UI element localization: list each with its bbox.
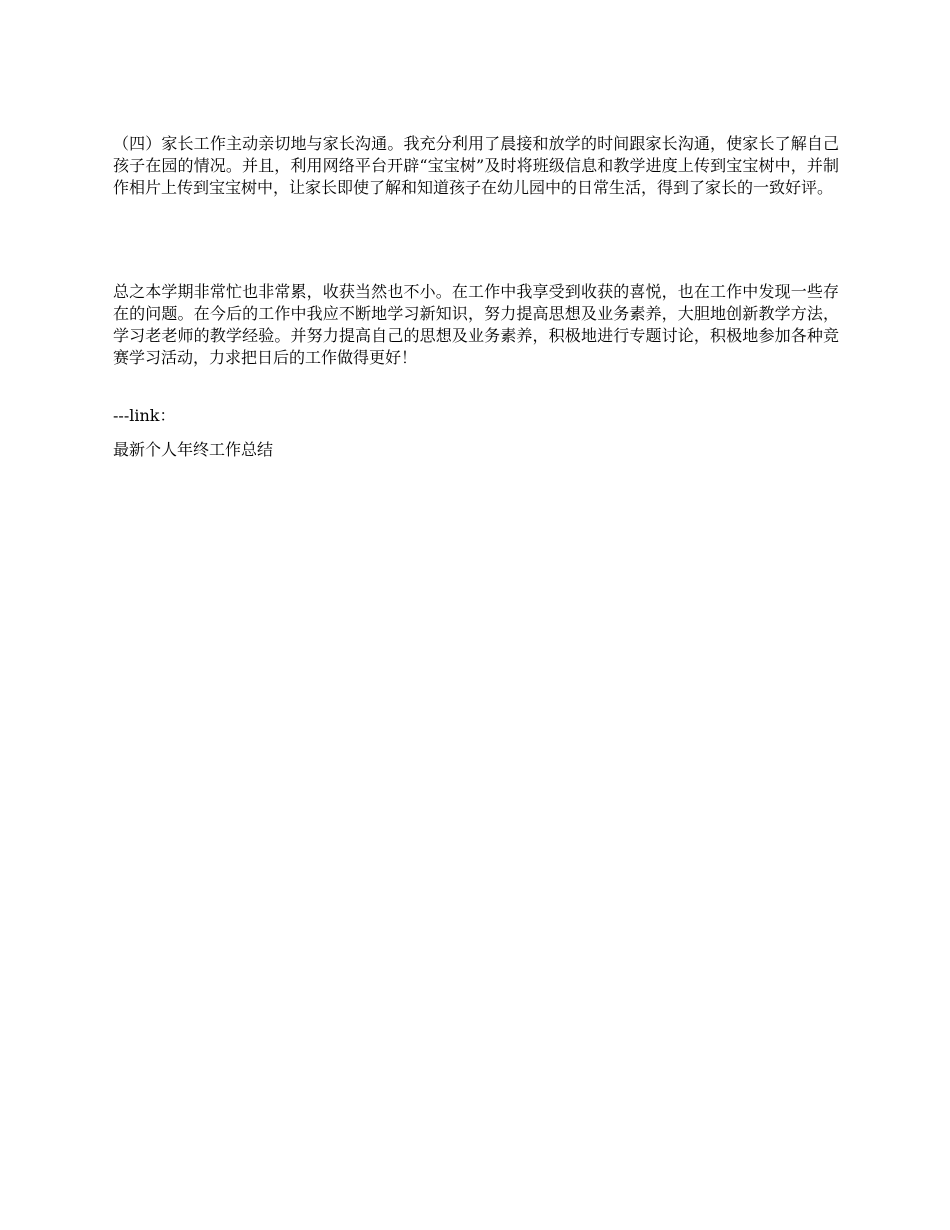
paragraph-summary: 总之本学期非常忙也非常累，收获当然也不小。在工作中我享受到收获的喜悦，也在工作中发现一些存在的问题。在今后的工作中我应不断地学习新知识，努力提高思想及业务素养，大胆地创新教学方法，学习老老师的教学经验。并努力提高自己的思想及业务素养，积极地进行专题讨论，积极地参加各种竞赛学习活动，力求把日后的工作做得更好！ xyxy=(113,282,839,367)
paragraph-parent-work: （四）家长工作主动亲切地与家长沟通。我充分利用了晨接和放学的时间跟家长沟通，使家长了解自己孩子在园的情况。并且，利用网络平台开辟“宝宝树”及时将班级信息和教学进度上传到宝宝树中，并制作相片上传到宝宝树中，让家长即使了解和知道孩子在幼儿园中的日常生活，得到了家长的一致好评。 xyxy=(113,134,839,197)
link-title[interactable]: 最新个人年终工作总结 xyxy=(113,440,274,459)
link-label: ---link： xyxy=(113,406,176,425)
